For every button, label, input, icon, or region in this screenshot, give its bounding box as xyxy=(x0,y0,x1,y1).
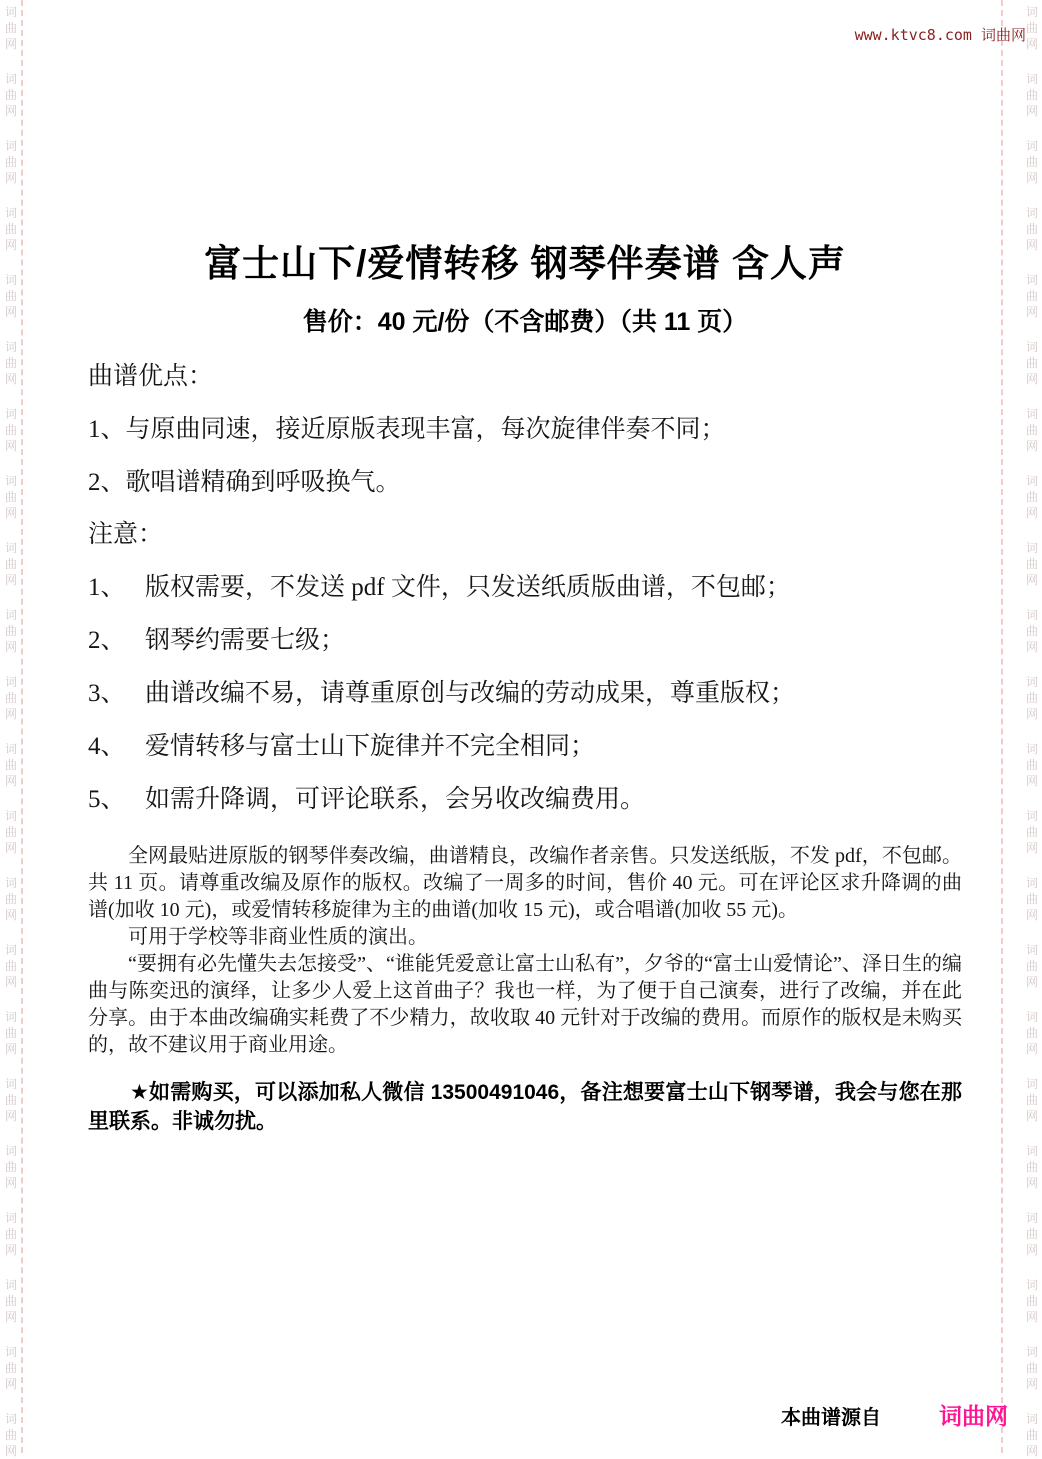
notes-heading: 注意： xyxy=(88,521,164,548)
purchase-instructions: ★如需购买，可以添加私人微信 13500491046，备注想要富士山下钢琴谱，我会与您在那里联系。非诚勿扰。 xyxy=(88,1081,962,1133)
item-text: 版权需要，不发送 pdf 文件，只发送纸质版曲谱，不包邮； xyxy=(145,574,791,601)
footer-source-label: 本曲谱源自 xyxy=(781,1407,881,1429)
price-subtitle: 售价：40 元/份（不含邮费）（共 11 页） xyxy=(302,308,748,336)
note-item xyxy=(88,783,962,816)
description-paragraph: 全网最贴进原版的钢琴伴奏改编，曲谱精良，改编作者亲售。只发送纸版，不发 pdf，不包邮。共 11 页。请尊重改编及原作的版权。改编了一周多的时间，售价 40 元。可在评论区求升降调的曲谱(加收 10 元)，或爱情转移旋律为主的曲谱(加收 15 元)，或合唱谱(加收 55 元)。 xyxy=(88,845,962,921)
advantage-item xyxy=(88,413,962,446)
item-number: 4、 xyxy=(88,733,126,760)
item-number: 3、 xyxy=(88,680,126,707)
advantages-list xyxy=(88,413,962,499)
item-text: 与原曲同速，接近原版表现丰富，每次旋律伴奏不同； xyxy=(125,416,726,443)
footer xyxy=(0,1398,1008,1431)
note-item xyxy=(88,624,962,657)
left-watermark-column: 词 曲 网 词 曲 网 词 曲 网 词 曲 网 词 曲 网 词 曲 网 词 曲 网 词 曲 网 词 曲 网 词 曲 网 词 曲 网 词 曲 网 词 曲 网 词 曲 网 词 曲 网 词 曲 网 词 曲 网 词 曲 网 词 曲 网 词 曲 网 词 曲 网 词 曲 网 xyxy=(4,5,17,1458)
site-header-link[interactable]: www.ktvc8.com 词曲网 xyxy=(854,26,1026,44)
right-watermark-column: 词 曲 网 词 曲 网 词 曲 网 词 曲 网 词 曲 网 词 曲 网 词 曲 网 词 曲 网 词 曲 网 词 曲 网 词 曲 网 词 曲 网 词 曲 网 词 曲 网 词 曲 网 词 曲 网 词 曲 网 词 曲 网 词 曲 网 词 曲 网 词 曲 网 词 曲 网 xyxy=(1025,5,1038,1458)
description-paragraph: 可用于学校等非商业性质的演出。 xyxy=(128,926,428,948)
right-dashed-divider xyxy=(1001,0,1003,1453)
note-item xyxy=(88,571,962,604)
note-item xyxy=(88,677,962,710)
document-body xyxy=(88,0,962,1136)
page-title: 富士山下/爱情转移 钢琴伴奏谱 含人声 xyxy=(204,243,846,284)
item-number: 2、 xyxy=(88,627,126,654)
footer-brand-link[interactable]: 词曲网 xyxy=(939,1403,1008,1429)
notes-list xyxy=(88,571,962,816)
description-paragraph: “要拥有必先懂失去怎接受”、“谁能凭爱意让富士山私有”，夕爷的“富士山爱情论”、泽日生的编曲与陈奕迅的演绎，让多少人爱上这首曲子？我也一样，为了便于自己演奏，进行了改编，并在此分享。由于本曲改编确实耗费了不少精力，故收取 40 元针对于改编的费用。而原作的版权是未购买的，故不建议用于商业用途。 xyxy=(88,953,962,1056)
item-number: 1、 xyxy=(88,574,126,601)
item-number: 5、 xyxy=(88,786,126,813)
note-item xyxy=(88,730,962,763)
item-text: 歌唱谱精确到呼吸换气。 xyxy=(125,469,401,496)
item-text: 如需升降调，可评论联系，会另收改编费用。 xyxy=(145,786,646,813)
item-text: 曲谱改编不易，请尊重原创与改编的劳动成果，尊重版权； xyxy=(145,680,796,707)
item-text: 爱情转移与富士山下旋律并不完全相同； xyxy=(145,733,596,760)
item-number: 1、 xyxy=(88,416,126,443)
advantage-item xyxy=(88,466,962,499)
advantages-heading: 曲谱优点： xyxy=(88,363,214,390)
item-number: 2、 xyxy=(88,469,126,496)
description-paragraphs xyxy=(88,843,962,1059)
left-dashed-divider xyxy=(21,0,23,1453)
item-text: 钢琴约需要七级； xyxy=(145,627,346,654)
